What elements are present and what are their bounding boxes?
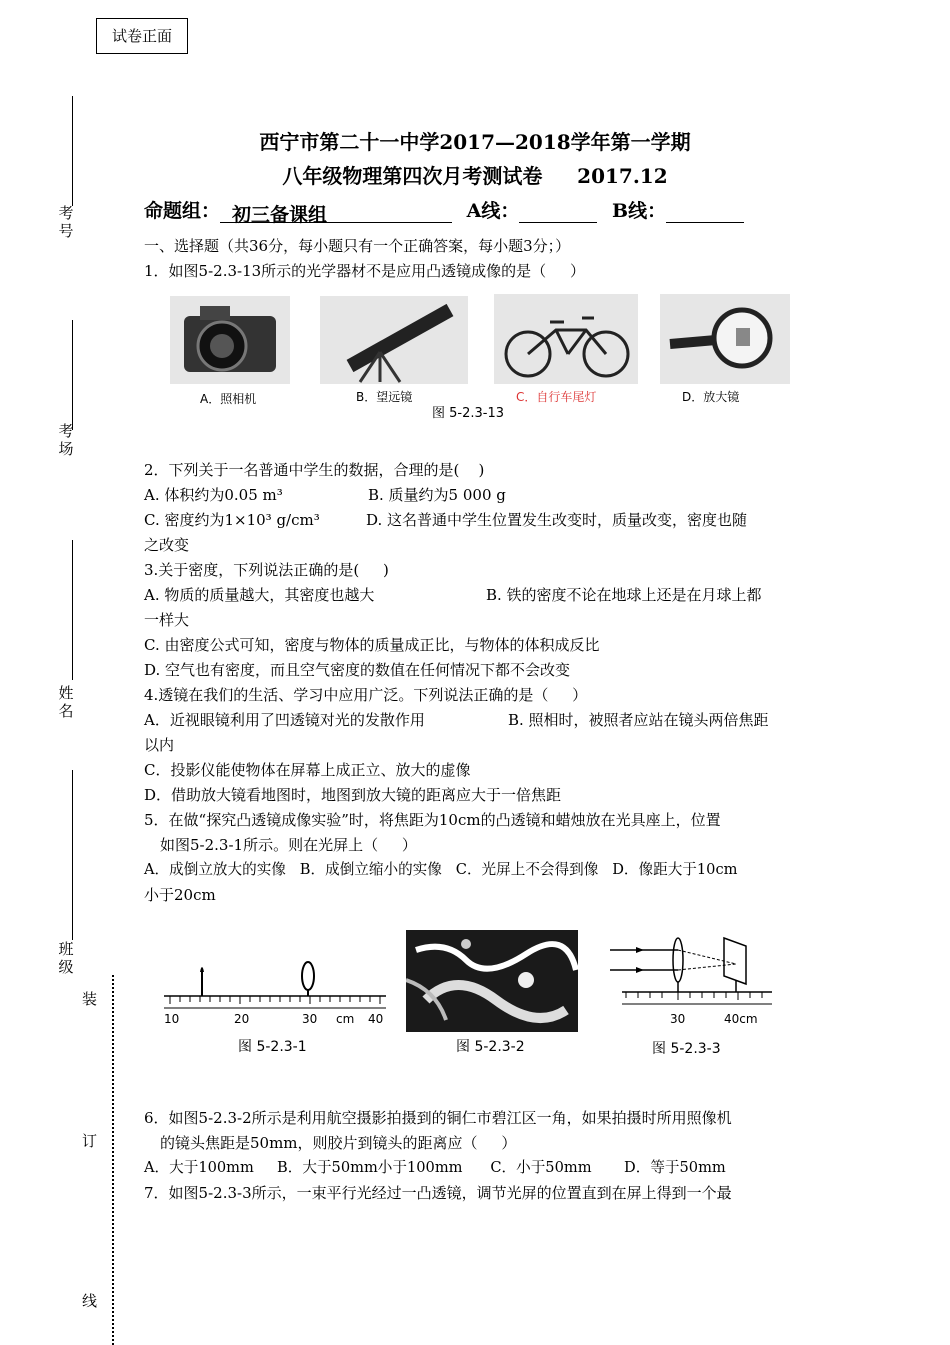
q4-option-a: A．近视眼镜利用了凹透镜对光的发散作用 bbox=[144, 711, 425, 729]
figure-5-2-3-1-caption: 图 5-2.3-1 bbox=[238, 1039, 307, 1055]
scale1-unit: cm bbox=[336, 1012, 355, 1026]
exam-title-line2: 八年级物理第四次月考测试卷 2017.12 bbox=[282, 164, 668, 188]
figure-5-2-3-13 bbox=[168, 292, 793, 420]
aerial-photo-image bbox=[406, 930, 578, 1032]
optical-bench-icon bbox=[160, 950, 390, 1030]
scale1-10: 10 bbox=[164, 1012, 180, 1026]
side-line-4 bbox=[72, 770, 73, 940]
group-label: 命题组： bbox=[144, 200, 221, 222]
binding-dotted-line bbox=[112, 975, 114, 1345]
telescope-icon bbox=[320, 296, 468, 384]
figure-5-2-3-3-caption: 图 5-2.3-3 bbox=[652, 1041, 721, 1057]
bicycle-image bbox=[494, 294, 638, 384]
binding-char-zhuang: 装 bbox=[82, 990, 98, 1008]
q6-options: A．大于100mm B．大于50mm小于100mm C．小于50mm D．等于50mm bbox=[144, 1159, 726, 1176]
q3-option-c: C. 由密度公式可知，密度与物体的质量成正比，与物体的体积成反比 bbox=[144, 636, 600, 654]
side-line-2 bbox=[72, 320, 73, 430]
magnifier-image bbox=[660, 294, 790, 384]
option-b-label: B．望远镜 bbox=[356, 390, 413, 404]
q2-option-a: A. 体积约为0.05 m³ bbox=[144, 486, 283, 504]
scale1-30: 30 bbox=[302, 1012, 318, 1026]
q3-option-b-cont: 一样大 bbox=[144, 611, 190, 629]
q2-option-b: B. 质量约为5 000 g bbox=[368, 486, 506, 504]
a-line-label: A线： bbox=[466, 200, 520, 222]
q7-text: 7．如图5-2.3-3所示，一束平行光经过一凸透镜，调节光屏的位置直到在屏上得到一个最 bbox=[144, 1184, 732, 1202]
a-line-field bbox=[519, 200, 597, 223]
q6-text-cont: 的镜头焦距是50mm，则胶片到镜头的距离应（ ） bbox=[160, 1134, 517, 1152]
q4-option-b-cont: 以内 bbox=[144, 736, 175, 754]
b-line-label: B线： bbox=[612, 200, 667, 222]
scale1-40: 40 bbox=[368, 1012, 384, 1026]
camera-image bbox=[170, 296, 290, 384]
q5-options: A．成倒立放大的实像 B．成倒立缩小的实像 C．光屏上不会得到像 D．像距大于10cm bbox=[144, 861, 738, 878]
binding-char-xian: 线 bbox=[82, 1292, 98, 1310]
b-line-field bbox=[666, 200, 744, 223]
option-a-label: A．照相机 bbox=[200, 392, 257, 406]
figure-5-2-3-1 bbox=[160, 950, 390, 1060]
side-label-exam-room: 考场 bbox=[58, 422, 74, 458]
q2-option-c: C. 密度约为1×10³ g/cm³ bbox=[144, 511, 320, 529]
side-label-class: 班级 bbox=[58, 940, 74, 976]
q4-option-b: B. 照相时，被照者应站在镜头两倍焦距 bbox=[508, 711, 769, 729]
q5-text: 5．在做“探究凸透镜成像实验”时，将焦距为10cm的凸透镜和蜡烛放在光具座上，位置 bbox=[144, 811, 721, 829]
q4-option-d: D．借助放大镜看地图时，地图到放大镜的距离应大于一倍焦距 bbox=[144, 786, 562, 804]
q2-text: 2．下列关于一名普通中学生的数据，合理的是( ) bbox=[144, 461, 485, 479]
figure1-caption: 图 5-2.3-13 bbox=[432, 406, 505, 421]
figure-5-2-3-2-caption: 图 5-2.3-2 bbox=[456, 1039, 525, 1055]
option-c-label: C．自行车尾灯 bbox=[516, 390, 597, 404]
side-label-name: 姓名 bbox=[58, 684, 74, 720]
binding-char-ding: 订 bbox=[82, 1132, 98, 1150]
scale3-30: 30 bbox=[670, 1012, 686, 1026]
magnifier-icon bbox=[660, 294, 790, 384]
q4-text: 4.透镜在我们的生活、学习中应用广泛。下列说法正确的是（ ） bbox=[144, 686, 588, 704]
q3-option-d: D. 空气也有密度，而且空气密度的数值在任何情况下都不会改变 bbox=[144, 661, 571, 679]
camera-icon bbox=[170, 296, 290, 384]
q3-text: 3.关于密度，下列说法正确的是( ) bbox=[144, 561, 389, 579]
exam-title-line1: 西宁市第二十一中学2017—2018学年第一学期 bbox=[259, 130, 691, 154]
telescope-image bbox=[320, 296, 468, 384]
q2-option-d-cont: 之改变 bbox=[144, 536, 190, 554]
group-value: 初三备课组 bbox=[232, 204, 328, 226]
q6-text: 6．如图5-2.3-2所示是利用航空摄影拍摄到的铜仁市碧江区一角，如果拍摄时所用照像机 bbox=[144, 1109, 732, 1127]
exam-front-tag: 试卷正面 bbox=[96, 18, 188, 54]
q2-option-d: D. 这名普通中学生位置发生改变时，质量改变，密度也随 bbox=[366, 511, 748, 529]
figure-5-2-3-3 bbox=[606, 932, 776, 1060]
option-d-label: D．放大镜 bbox=[682, 390, 740, 404]
q5-options-cont: 小于20cm bbox=[144, 886, 216, 904]
side-line-3 bbox=[72, 540, 73, 680]
q4-option-c: C．投影仪能使物体在屏幕上成正立、放大的虚像 bbox=[144, 761, 471, 779]
bicycle-icon bbox=[494, 294, 638, 384]
scale3-40: 40cm bbox=[724, 1012, 758, 1026]
group-field bbox=[220, 200, 452, 226]
q5-text-cont: 如图5-2.3-1所示。则在光屏上（ ） bbox=[160, 836, 417, 854]
side-label-exam-number: 考号 bbox=[58, 204, 74, 240]
q3-option-a: A. 物质的质量越大，其密度也越大 bbox=[144, 586, 375, 604]
figure-5-2-3-2 bbox=[406, 930, 578, 1060]
exam-meta bbox=[144, 196, 744, 226]
scale1-20: 20 bbox=[234, 1012, 250, 1026]
q3-option-b: B. 铁的密度不论在地球上还是在月球上都 bbox=[486, 586, 762, 604]
q1-text: 1．如图5-2.3-13所示的光学器材不是应用凸透镜成像的是（ ） bbox=[144, 262, 586, 280]
section1-heading: 一、选择题（共36分，每小题只有一个正确答案，每小题3分；） bbox=[144, 237, 571, 255]
